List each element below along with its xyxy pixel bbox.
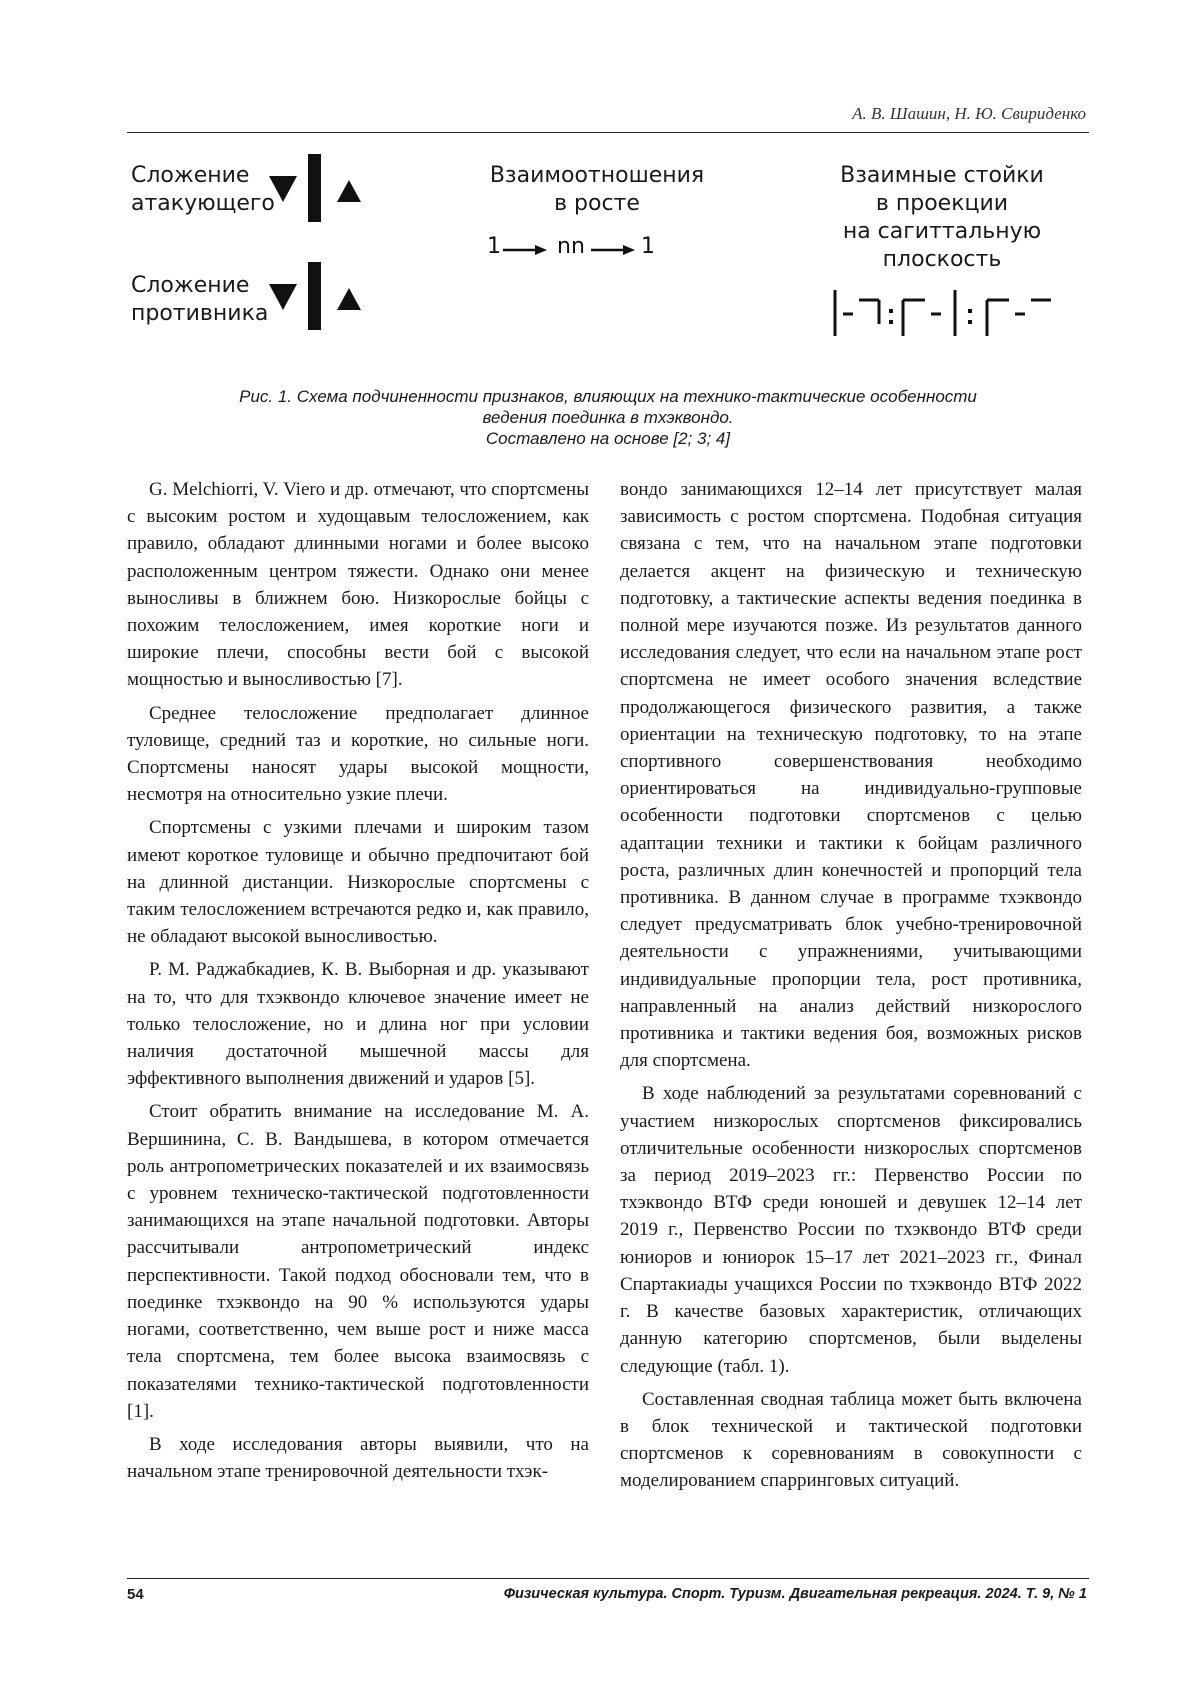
opponent-bar-icon — [308, 262, 321, 330]
stance-title-line3: на сагиттальную — [842, 219, 1042, 244]
height-scale — [487, 234, 697, 264]
opponent-label-line2: противника — [131, 301, 269, 326]
paragraph: Среднее телосложение предполагает длинное туловище, средний таз и короткие, но сильные ноги. Спортсмены наносят удары высокой мощности, несмотря на относительно узкие плечи. — [127, 702, 589, 806]
footer-rule — [127, 1578, 1089, 1579]
caption-line1: Рис. 1. Схема подчиненности признаков, влияющих на технико-тактические особенности — [239, 387, 977, 406]
paragraph: Стоит обратить внимание на исследование М. А. Вершинина, С. В. Вандышева, в котором отмечается роль антропометрических показателей и их взаимосвязь с уровнем техническо-тактической подготовленности занимающихся на этапе начальной подготовки. Авторы рассчитывали антропометрический индекс перспективности. Такой подход обосновали тем, что в поединке тхэквондо на 90 % используются удары ногами, соответственно, чем выше рост и ниже масса тела спортсмена, тем более высока взаимосвязь с показателями технико-тактической подготовленности [1]. — [127, 1101, 589, 1422]
arrow-right-icon — [591, 244, 635, 256]
caption-line2: ведения поединка в тхэквондо. — [482, 408, 734, 427]
journal-title: Физическая культура. Спорт. Туризм. Двигательная рекреация. 2024. Т. 9, № 1 — [503, 1586, 1087, 1602]
attacker-down-triangle-icon — [269, 176, 297, 202]
stance-title-line4: плоскость — [882, 247, 1002, 272]
figure-caption — [127, 386, 1089, 449]
paragraph: Спортсмены с узкими плечами и широким тазом имеют короткое туловище и обычно предпочитают бой на длинной дистанции. Низкорослые спортсмены с таким телосложением встречаются редко и, как правило, не обладают высокой выносливостью. — [127, 817, 589, 948]
opponent-label — [131, 272, 268, 328]
paragraph: В ходе наблюдений за результатами соревнований с участием низкорослых спортсменов фиксировались отличительные особенности низкорослых спортсменов за период 2019–2023 гг.: Первенство России по тхэквондо ВТФ среди юношей и девушек 12–14 лет 2019 г., Первенство России по тхэквондо ВТФ среди юниоров и юниорок 15–17 лет 2021–2023 гг., Финал Спартакиады учащихся России по тхэквондо ВТФ 2022 г. В качестве базовых характеристик, отличающих данную категорию спортсменов, были выделены следующие (табл. 1). — [620, 1083, 1082, 1377]
height-scale-middle: nn — [557, 234, 585, 259]
paragraph: вондо занимающихся 12–14 лет присутствует малая зависимость с ростом спортсмена. Подобная ситуация связана с тем, что на начальном этапе подготовки делается акцент на физическую и техническую подготовку, а тактические аспекты ведения поединка в полной мере изучаются позже. Из результатов данного исследования следует, что если на начальном этапе рост спортсмена не имеет особого значения вследствие продолжающегося физического развития, а также ориентации на техническую подготовку, то на этапе спортивного совершенствования необходимо ориентироваться на индивидуально-групповые особенности подготовки спортсменов с целью адаптации техники и тактики к бойцам различного роста, различных длин конечностей и пропорций тела противника. В данном случае в программе тхэквондо следует предусматривать блок учебно-тренировочной деятельности с упражнениями, учитывающими индивидуальные пропорции тела, рост противника, направленный на анализ действий низкорослого противника и тактики ведения боя, возможных рисков для спортсмена. — [620, 479, 1082, 1072]
height-title-line1: Взаимоотношения — [489, 163, 705, 188]
paragraph: Составленная сводная таблица может быть включена в блок технической и тактической подготовки спортсменов к соревнованиям в совокупности с моделированием спарринговых ситуаций. — [620, 1388, 1082, 1492]
paragraph: G. Melchiorri, V. Viero и др. отмечают, что спортсмены с высоким ростом и худощавым телосложением, как правило, обладают длинными ногами и более высоко расположенным центром тяжести. Однако они менее выносливы в ближнем бою. Низкорослые бойцы с похожим телосложением, имея короткие ноги и широкие плечи, способны вести бой с высокой мощностью и выносливостью [7]. — [127, 479, 589, 691]
attacker-label — [131, 162, 275, 218]
attacker-up-triangle-icon — [337, 180, 361, 202]
attacker-label-line2: атакующего — [131, 191, 275, 216]
figure-1 — [127, 160, 1089, 360]
height-relations-title — [467, 162, 727, 218]
opponent-label-line1: Сложение — [131, 273, 250, 298]
stance-title-line2: в проекции — [875, 191, 1009, 216]
attacker-bar-icon — [308, 154, 321, 222]
running-header-authors: А. В. Шашин, Н. Ю. Свириденко — [852, 104, 1086, 123]
arrow-right-icon — [503, 244, 547, 256]
opponent-down-triangle-icon — [269, 284, 297, 310]
stance-title — [827, 162, 1057, 274]
left-column — [127, 476, 589, 1491]
header-rule — [127, 132, 1089, 133]
paragraph: В ходе исследования авторы выявили, что на начальном этапе тренировочной деятельности тхэк- — [127, 1433, 589, 1483]
opponent-up-triangle-icon — [337, 288, 361, 310]
height-scale-right: 1 — [641, 234, 655, 259]
height-scale-left: 1 — [487, 234, 501, 259]
stance-diagram-icon — [827, 284, 1077, 344]
attacker-label-line1: Сложение — [131, 163, 250, 188]
page-number: 54 — [127, 1586, 144, 1603]
stance-title-line1: Взаимные стойки — [840, 163, 1044, 188]
paragraph: Р. М. Раджабкадиев, К. В. Выборная и др. указывают на то, что для тхэквондо ключевое значение имеет не только телосложение, но и длина ног при условии наличия достаточной мышечной массы для эффективного выполнения движений и ударов [5]. — [127, 959, 589, 1090]
height-title-line2: в росте — [554, 191, 640, 216]
right-column — [620, 476, 1082, 1501]
caption-line3: Составлено на основе [2; 3; 4] — [485, 429, 731, 448]
